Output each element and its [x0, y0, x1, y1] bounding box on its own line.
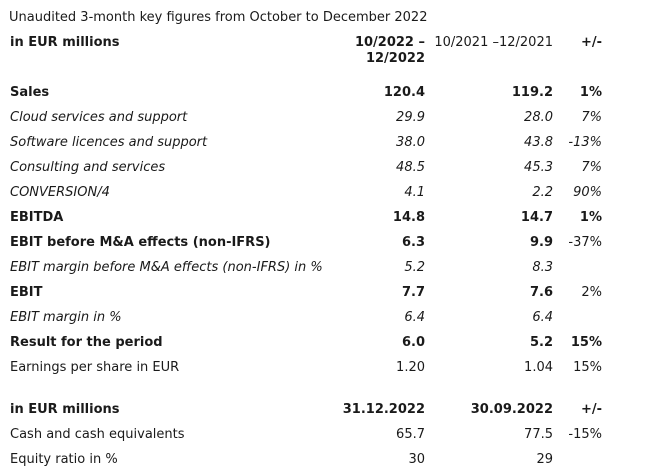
balance-sheet-key-figures-table	[10, 397, 602, 472]
metric-label: CONVERSION/4	[10, 185, 110, 200]
column-header-change: +/-	[580, 402, 602, 417]
current-period-value: 30	[408, 452, 425, 467]
table-row	[10, 305, 602, 330]
change-value: 1%	[579, 210, 602, 225]
current-period-value: 4.1	[404, 185, 425, 200]
change-value	[553, 305, 602, 330]
column-header-prior-date: 30.09.2022	[470, 402, 553, 417]
change-value	[553, 447, 602, 472]
metric-label: Result for the period	[10, 335, 163, 350]
current-period-value: 1.20	[396, 360, 425, 375]
current-period-value: 7.7	[401, 285, 425, 300]
metric-label: Equity ratio in %	[10, 452, 118, 467]
metric-label: Software licences and support	[10, 135, 208, 150]
metric-label: EBIT margin before M&A effects (non-IFRS) in %	[10, 260, 323, 275]
current-period-value: 65.7	[396, 427, 425, 442]
metric-label: EBIT	[10, 285, 43, 300]
table-row	[10, 105, 602, 130]
table-row	[10, 180, 602, 205]
table-row	[10, 422, 602, 447]
column-header-current-period: 10/2022 – 12/2022	[354, 35, 425, 66]
current-period-value: 6.3	[401, 235, 425, 250]
current-period-value: 6.0	[401, 335, 425, 350]
metric-label: Cash and cash equivalents	[10, 427, 185, 442]
table-row	[10, 205, 602, 230]
table-row	[10, 330, 602, 355]
prior-period-value: 7.6	[529, 285, 553, 300]
header-row	[10, 397, 602, 422]
column-header-metric: in EUR millions	[10, 35, 120, 50]
metric-label: Sales	[10, 85, 50, 100]
prior-period-value: 1.04	[524, 360, 553, 375]
current-period-value: 29.9	[396, 110, 425, 125]
change-value: 15%	[573, 360, 602, 375]
column-header-metric: in EUR millions	[10, 402, 120, 417]
change-value: -13%	[568, 135, 602, 150]
quarterly-key-figures-table	[10, 35, 602, 380]
table-row	[10, 230, 602, 255]
metric-label: Consulting and services	[10, 160, 166, 175]
metric-label: Cloud services and support	[10, 110, 188, 125]
table-row	[10, 80, 602, 105]
prior-period-value: 14.7	[520, 210, 553, 225]
prior-period-value: 77.5	[524, 427, 553, 442]
table-row	[10, 355, 602, 380]
metric-label: Earnings per share in EUR	[10, 360, 180, 375]
table-row	[10, 255, 602, 280]
change-value: 2%	[581, 285, 602, 300]
prior-period-value: 2.2	[532, 185, 553, 200]
change-value: 1%	[579, 85, 602, 100]
change-value: 90%	[573, 185, 602, 200]
column-header-change: +/-	[580, 35, 602, 50]
change-value: 7%	[581, 160, 602, 175]
current-period-value: 120.4	[383, 85, 425, 100]
column-header-current-date: 31.12.2022	[342, 402, 425, 417]
prior-period-value: 9.9	[529, 235, 553, 250]
table-row	[10, 447, 602, 472]
metric-label: EBIT before M&A effects (non-IFRS)	[10, 235, 271, 250]
prior-period-value: 8.3	[532, 260, 553, 275]
change-value: 15%	[570, 335, 602, 350]
current-period-value: 14.8	[392, 210, 425, 225]
prior-period-value: 45.3	[524, 160, 553, 175]
change-value	[553, 255, 602, 280]
change-value: 7%	[581, 110, 602, 125]
prior-period-value: 43.8	[524, 135, 553, 150]
change-value: -15%	[568, 427, 602, 442]
header-row	[10, 35, 602, 80]
prior-period-value: 5.2	[529, 335, 553, 350]
current-period-value: 48.5	[396, 160, 425, 175]
prior-period-value: 6.4	[532, 310, 553, 325]
current-period-value: 38.0	[396, 135, 425, 150]
change-value: -37%	[568, 235, 602, 250]
metric-label: EBIT margin in %	[10, 310, 122, 325]
table-row	[10, 130, 602, 155]
prior-period-value: 119.2	[511, 85, 553, 100]
page-title: Unaudited 3-month key figures from October to December 2022	[9, 10, 428, 25]
table-row	[10, 280, 602, 305]
column-header-prior-period: 10/2021 –12/2021	[434, 35, 553, 50]
metric-label: EBITDA	[10, 210, 64, 225]
table-row	[10, 155, 602, 180]
prior-period-value: 28.0	[524, 110, 553, 125]
current-period-value: 6.4	[404, 310, 425, 325]
current-period-value: 5.2	[404, 260, 425, 275]
prior-period-value: 29	[536, 452, 553, 467]
